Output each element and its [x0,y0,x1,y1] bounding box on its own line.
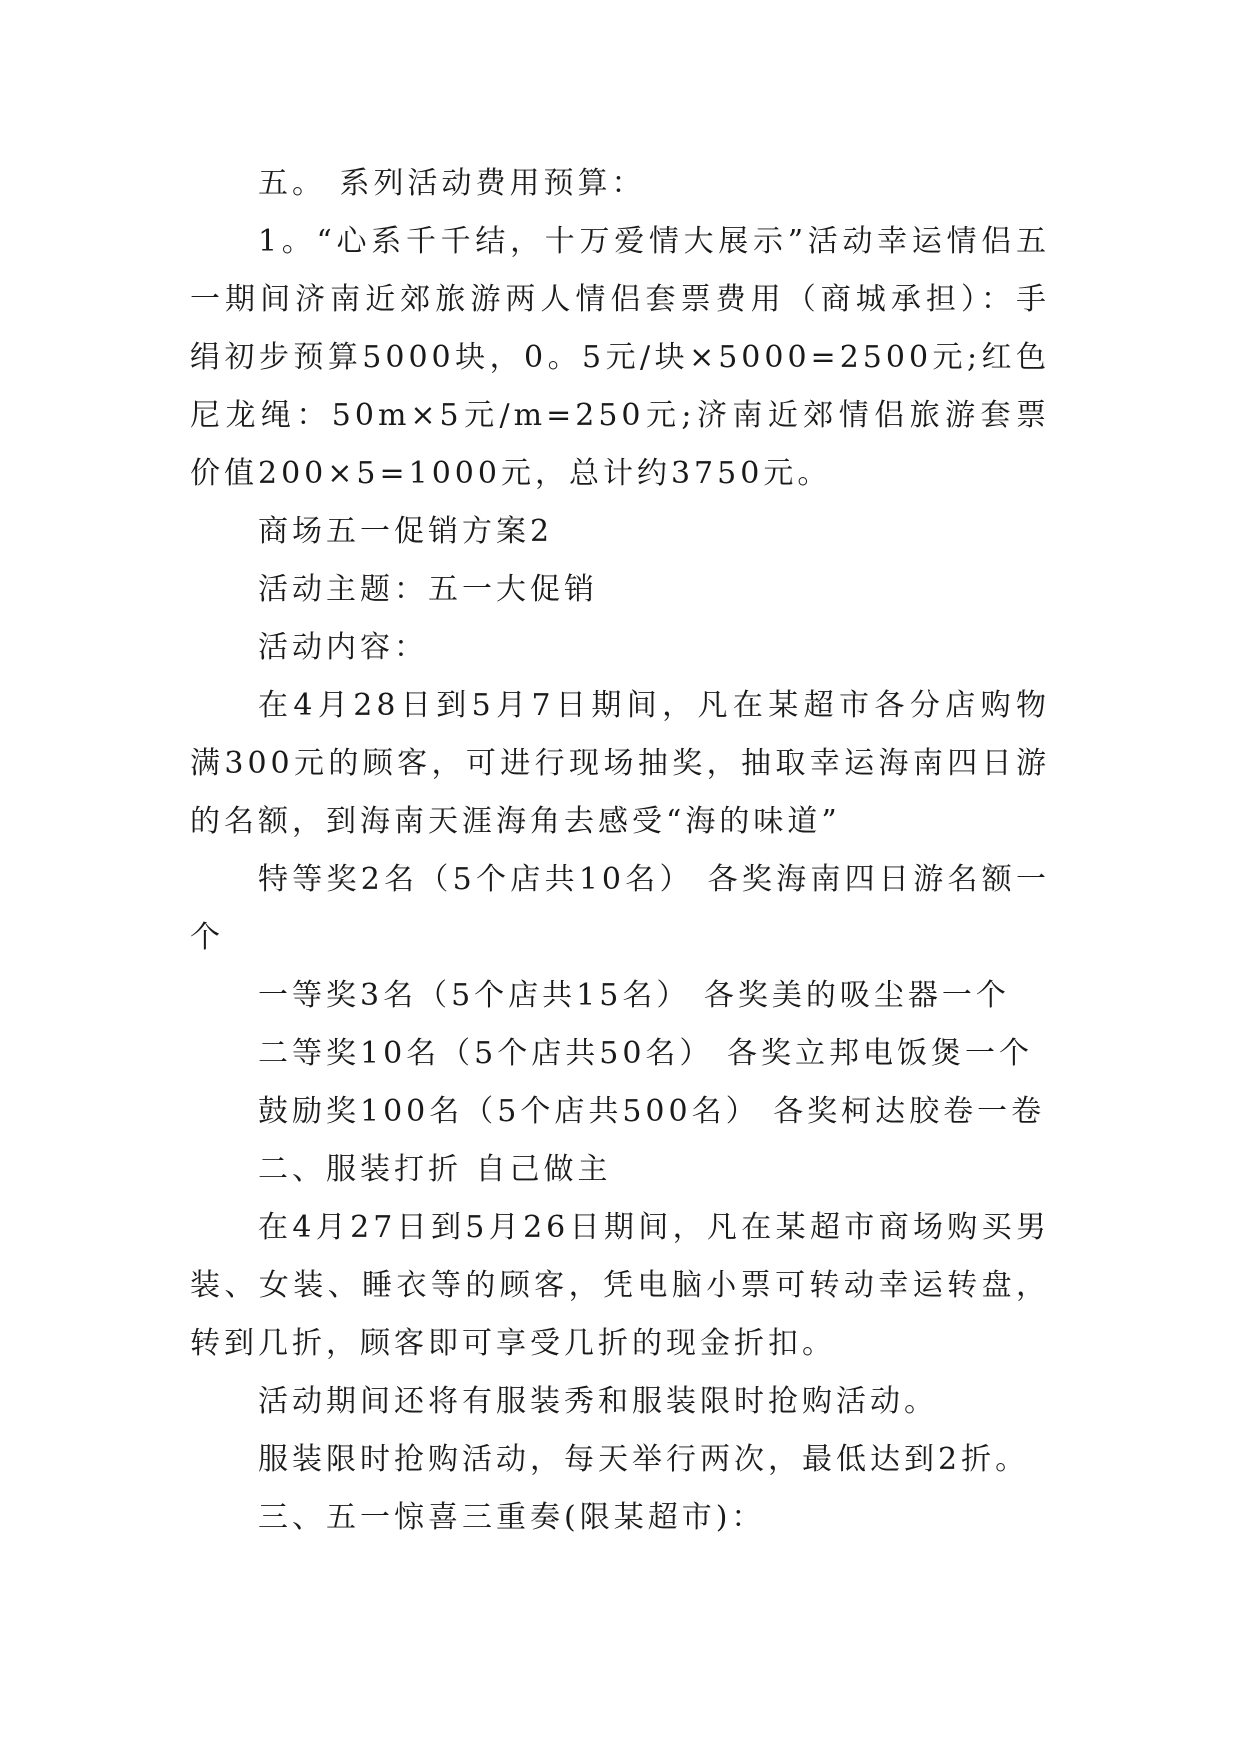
budget-paragraph: 1。“心系千千结，十万爱情大展示”活动幸运情侣五一期间济南近郊旅游两人情侣套票费用（商城承担）：手绢初步预算5000块，0。5元/块×5000=2500元;红色尼龙绳：50m×5元/m=250元;济南近郊情侣旅游套票价值200×5=1000元，总计约3750元。 [190,224,1050,491]
budget-heading: 五。 系列活动费用预算： [258,166,646,201]
plan-title: 商场五一促销方案2 [258,514,554,549]
fashion-show-paragraph: 活动期间还将有服装秀和服装限时抢购活动。 [258,1384,938,1419]
prize-second: 二等奖10名（5个店共50名） 各奖立邦电饭煲一个 [258,1036,1033,1071]
lottery-paragraph: 在4月28日到5月7日期间，凡在某超市各分店购物满300元的顾客，可进行现场抽奖，抽取幸运海南四日游的名额，到海南天涯海角去感受“海的味道” [190,688,1050,839]
activity-content-heading: 活动内容： [258,630,428,665]
section-clothing-heading: 二、服装打折 自己做主 [258,1152,612,1187]
prize-first: 一等奖3名（5个店共15名） 各奖美的吸尘器一个 [258,978,1010,1013]
activity-theme: 活动主题：五一大促销 [258,572,598,607]
prize-special: 特等奖2名（5个店共10名） 各奖海南四日游名额一个 [190,862,1050,955]
section-surprise-heading: 三、五一惊喜三重奏(限某超市)： [258,1500,766,1535]
clothing-paragraph: 在4月27日到5月26日期间，凡在某超市商场购买男装、女装、睡衣等的顾客，凭电脑小票可转动幸运转盘，转到几折，顾客即可享受几折的现金折扣。 [190,1210,1050,1361]
prize-encouragement: 鼓励奖100名（5个店共500名） 各奖柯达胶卷一卷 [258,1094,1046,1129]
document-body [190,155,1050,1547]
flash-sale-paragraph: 服装限时抢购活动，每天举行两次，最低达到2折。 [258,1442,1030,1477]
